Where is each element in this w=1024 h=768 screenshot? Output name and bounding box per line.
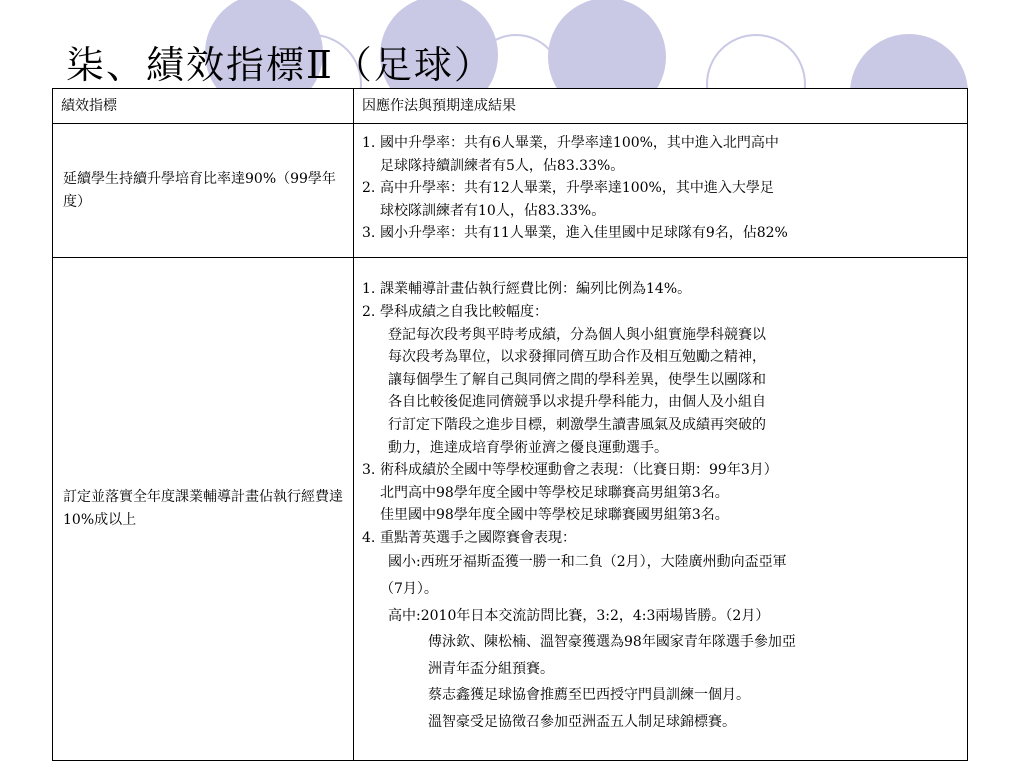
item-text-cont: 北門高中98學年度全國中等學校足球聯賽高男組第3名。	[380, 484, 729, 501]
item-number: 2.	[362, 180, 376, 197]
item-text-cont: 溫智豪受足協徵召參加亞洲盃五人制足球錦標賽。	[428, 714, 736, 731]
indicator-cell: 訂定並落實全年度課業輔導計畫佔執行經費達10%成以上	[53, 258, 354, 761]
result-cell	[354, 124, 968, 258]
indicator-cell: 延續學生持續升學培育比率達90%（99學年度）	[53, 124, 354, 258]
item-text-cont: 讓每個學生了解自己與同儕之間的學科差異，使學生以團隊和	[388, 371, 766, 388]
list-item	[362, 527, 963, 550]
item-number: 1.	[362, 281, 376, 298]
item-text-cont: 國小:西班牙福斯盃獲一勝一和二負（2月），大陸廣州動向盃亞軍	[388, 554, 787, 571]
item-text: 重點菁英選手之國際賽會表現：	[380, 529, 576, 546]
item-text: 學科成績之自我比較幅度：	[380, 303, 548, 320]
slide-title: 柒、績效指標Ⅱ（足球）	[66, 43, 494, 87]
item-number: 3.	[362, 462, 376, 479]
list-item	[362, 459, 963, 482]
item-text-cont: 各自比較後促進同儕競爭以求提升學科能力，由個人及小組自	[388, 394, 766, 411]
item-text: 術科成績於全國中等學校運動會之表現：（比賽日期：99年3月）	[380, 462, 778, 479]
item-text-cont: 動力，進達成培育學術並濟之優良運動選手。	[388, 439, 668, 456]
item-text: 高中升學率：共有12人畢業，升學率達100%，其中進入大學足	[380, 180, 774, 197]
header-indicator: 績效指標	[53, 89, 354, 124]
item-text-cont: 蔡志鑫獲足球協會推薦至巴西授守門員訓練一個月。	[428, 687, 750, 704]
performance-table	[52, 88, 968, 761]
item-number: 3.	[362, 225, 376, 242]
item-number: 1.	[362, 135, 376, 152]
item-text-cont: 登記每次段考與平時考成績，分為個人與小組實施學科競賽以	[388, 326, 766, 343]
list-item	[362, 132, 963, 155]
list-item	[362, 222, 963, 245]
item-text-cont: 球校隊訓練者有10人，佔83.33%。	[380, 202, 606, 219]
item-text-cont: 傅泳欽、陳松楠、溫智豪獲選為98年國家青年隊選手參加亞	[428, 634, 796, 651]
item-text-cont: 每次段考為單位，以求發揮同儕互助合作及相互勉勵之精神，	[388, 349, 766, 366]
item-number: 4.	[362, 529, 376, 546]
item-text-cont: 高中:2010年日本交流訪問比賽，3:2，4:3兩場皆勝。（2月）	[388, 607, 770, 624]
item-text: 課業輔導計畫佔執行經費比例：編列比例為14%。	[380, 281, 692, 298]
list-item	[362, 278, 963, 301]
item-text-cont: 行訂定下階段之進步目標，刺激學生讀書風氣及成績再突破的	[388, 416, 766, 433]
header-approach: 因應作法與預期達成結果	[354, 89, 968, 124]
item-number: 2.	[362, 303, 376, 320]
list-item	[362, 177, 963, 200]
list-item	[362, 301, 963, 324]
item-text: 國中升學率：共有6人畢業，升學率達100%，其中進入北門高中	[380, 135, 779, 152]
item-text: 國小升學率：共有11人畢業，進入佳里國中足球隊有9名，佔82%	[380, 225, 788, 242]
table-row	[53, 124, 968, 258]
item-text-cont: 足球隊持續訓練者有5人，佔83.33%。	[380, 157, 625, 174]
result-cell	[354, 258, 968, 761]
item-text-cont: 洲青年盃分組預賽。	[428, 660, 554, 677]
table-header-row	[53, 89, 968, 124]
table-row	[53, 258, 968, 761]
item-text-cont: （7月）。	[380, 581, 438, 598]
item-text-cont: 佳里國中98學年度全國中等學校足球聯賽國男組第3名。	[380, 507, 729, 524]
